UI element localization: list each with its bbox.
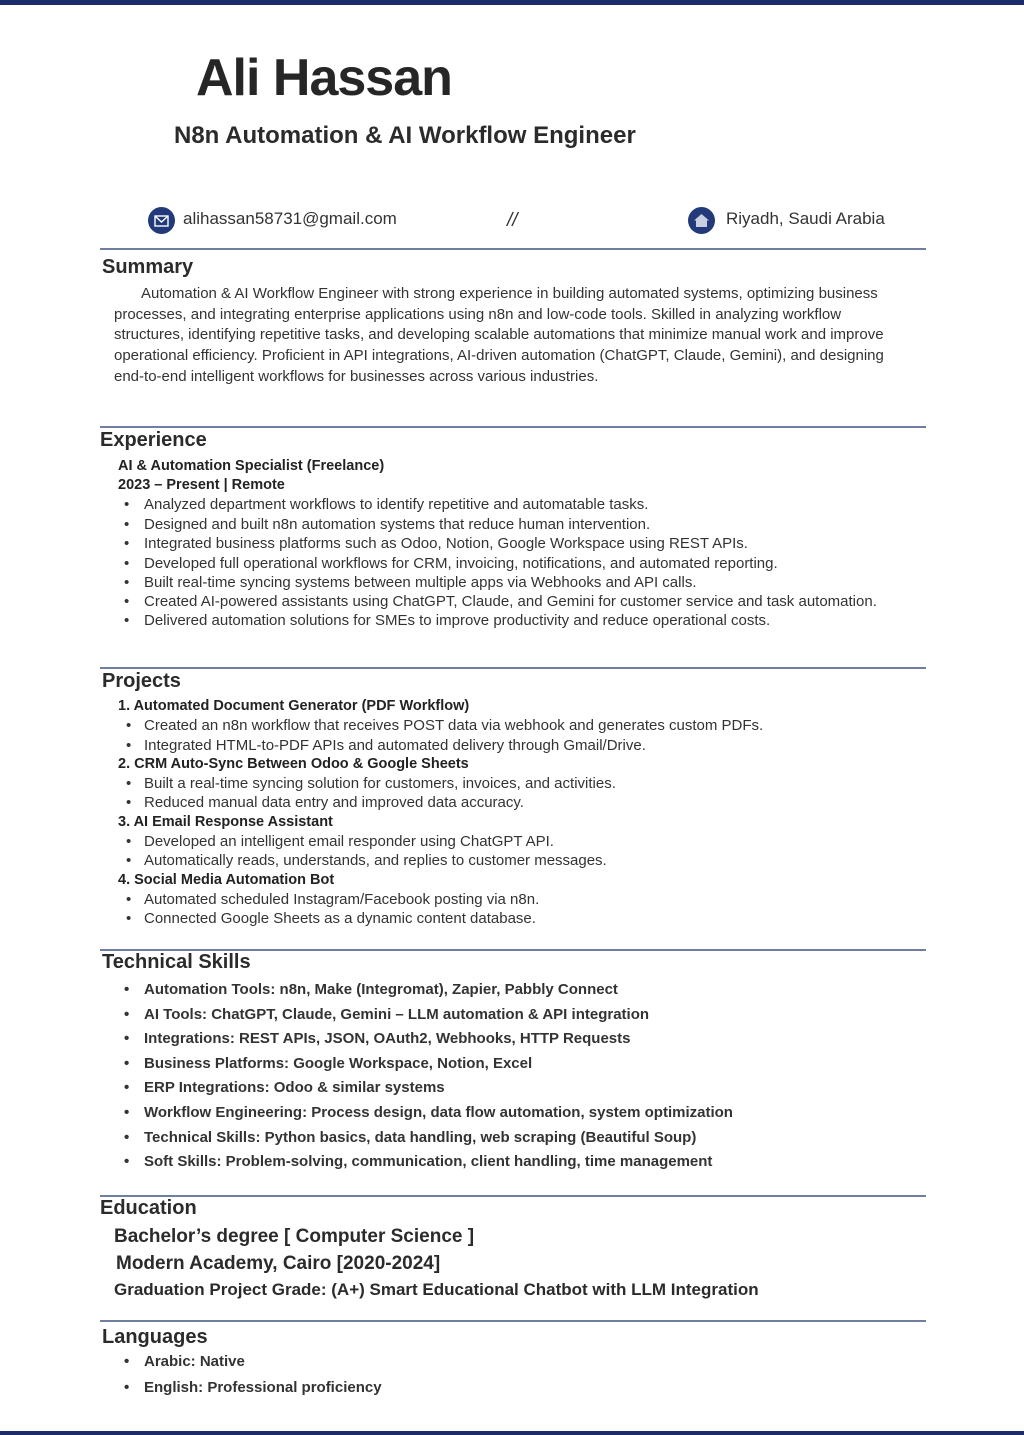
list-item: • Integrated HTML-to-PDF APIs and automated delivery through Gmail/Drive. xyxy=(118,736,898,755)
list-item: • Delivered automation solutions for SMEs to improve productivity and reduce operational costs. xyxy=(118,611,878,631)
list-item: • Arabic: Native xyxy=(118,1349,618,1375)
list-item: • Reduced manual data entry and improved data accuracy. xyxy=(118,793,898,812)
location-text: Riyadh, Saudi Arabia xyxy=(726,209,885,228)
projects-list xyxy=(118,697,898,929)
education-school: Modern Academy, Cairo [2020-2024] xyxy=(116,1253,441,1274)
list-item: • Integrations: REST APIs, JSON, OAuth2, Webhooks, HTTP Requests xyxy=(118,1027,898,1052)
experience-heading: Experience xyxy=(100,429,207,451)
list-item: • Designed and built n8n automation systems that reduce human intervention. xyxy=(118,515,878,535)
education-heading: Education xyxy=(100,1197,197,1219)
skills-list xyxy=(118,978,898,1175)
project-title: 1. Automated Document Generator (PDF Workflow) xyxy=(118,698,470,714)
project-title: 2. CRM Auto-Sync Between Odoo & Google Sheets xyxy=(118,755,469,772)
list-item: • AI Tools: ChatGPT, Claude, Gemini – LLM automation & API integration xyxy=(118,1003,898,1028)
languages-list xyxy=(118,1349,618,1400)
experience-role: AI & Automation Specialist (Freelance) xyxy=(118,458,385,474)
project-title: 4. Social Media Automation Bot xyxy=(118,871,335,888)
list-item: • Automation Tools: n8n, Make (Integromat), Zapier, Pabbly Connect xyxy=(118,978,898,1003)
home-icon xyxy=(688,207,715,234)
skills-heading: Technical Skills xyxy=(102,951,251,973)
list-item: • English: Professional proficiency xyxy=(118,1375,618,1401)
email-icon xyxy=(148,207,175,234)
project-title: 3. AI Email Response Assistant xyxy=(118,813,333,830)
list-item: • Created AI-powered assistants using ChatGPT, Claude, and Gemini for customer service and task automation. xyxy=(118,593,878,611)
candidate-name: Ali Hassan xyxy=(196,49,452,107)
projects-heading: Projects xyxy=(102,670,181,692)
bottom-accent-bar xyxy=(0,1431,1024,1435)
contact-separator: // xyxy=(507,210,518,231)
job-title: N8n Automation & AI Workflow Engineer xyxy=(174,122,636,149)
top-accent-bar xyxy=(0,0,1024,5)
email-link[interactable]: alihassan58731@gmail.com xyxy=(183,209,397,228)
list-item: • Developed full operational workflows for CRM, invoicing, notifications, and automated reporting. xyxy=(118,554,878,574)
experience-period: 2023 – Present | Remote xyxy=(118,477,285,493)
list-item: • Business Platforms: Google Workspace, Notion, Excel xyxy=(118,1052,898,1077)
list-item: • Automated scheduled Instagram/Facebook posting via n8n. xyxy=(118,890,898,909)
list-item: • Automatically reads, understands, and replies to customer messages. xyxy=(118,851,898,870)
education-degree: Bachelor’s degree [ Computer Science ] xyxy=(114,1226,475,1247)
section-divider xyxy=(100,426,926,428)
list-item: • Connected Google Sheets as a dynamic content database. xyxy=(118,909,898,928)
education-project: Graduation Project Grade: (A+) Smart Educational Chatbot with LLM Integration xyxy=(114,1280,759,1299)
section-divider xyxy=(100,248,926,250)
list-item: • Created an n8n workflow that receives POST data via webhook and generates custom PDFs. xyxy=(118,716,898,735)
list-item: • Developed an intelligent email responder using ChatGPT API. xyxy=(118,832,898,851)
list-item: • Workflow Engineering: Process design, data flow automation, system optimization xyxy=(118,1101,898,1126)
section-divider xyxy=(100,1195,926,1197)
list-item: • Built a real-time syncing solution for customers, invoices, and activities. xyxy=(118,774,898,793)
list-item: • ERP Integrations: Odoo & similar systems xyxy=(118,1076,898,1101)
summary-heading: Summary xyxy=(102,256,194,278)
section-divider xyxy=(100,1320,926,1322)
experience-bullets xyxy=(118,495,878,630)
list-item: • Analyzed department workflows to identify repetitive and automatable tasks. xyxy=(118,495,878,515)
list-item: • Soft Skills: Problem-solving, communication, client handling, time management xyxy=(118,1150,898,1175)
summary-text: Automation & AI Workflow Engineer with strong experience in building automated systems, optimizing business processes, and integrating enterprise applications using n8n and low-code tools. Skilled in analyzing workflow structures, identifying repetitive tasks, and developing scalable automations that minimize manual work and improve operational efficiency. Proficient in API integrations, AI-driven automation (ChatGPT, Claude, Gemini), and designing end-to-end intelligent workflows for businesses across various industries. xyxy=(114,285,884,385)
list-item: • Technical Skills: Python basics, data handling, web scraping (Beautiful Soup) xyxy=(118,1126,898,1151)
section-divider xyxy=(100,667,926,669)
list-item: • Integrated business platforms such as Odoo, Notion, Google Workspace using REST APIs. xyxy=(118,534,878,554)
list-item: • Built real-time syncing systems between multiple apps via Webhooks and API calls. xyxy=(118,573,878,593)
languages-heading: Languages xyxy=(102,1326,208,1348)
